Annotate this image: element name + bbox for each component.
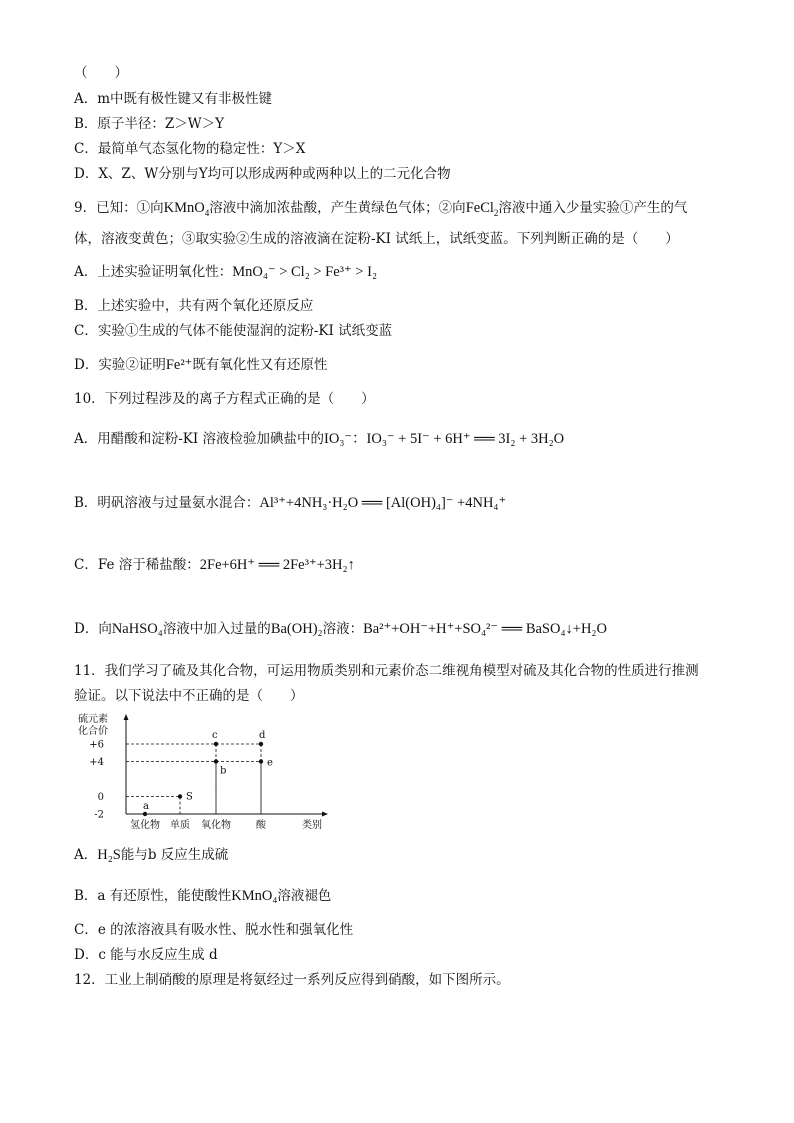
q8-option-a: A．m中既有极性键又有非极性键: [74, 91, 273, 107]
q10-option-a-text: A．用醋酸和淀粉-KI 溶液检验加碘盐中的: [74, 431, 325, 447]
q11-stem-line1: 11．我们学习了硫及其化合物，可运用物质类别和元素价态二维视角模型对硫及其化合物的性质进行推测: [74, 663, 699, 679]
q9-option-c: C．实验①生成的气体不能使湿润的淀粉-KI 试纸变蓝: [74, 323, 393, 339]
q10-option-a-equation: IO₃⁻：IO₃⁻ + 5I⁻ + 6H⁺ ══ 3I₂ + 3H₂O: [324, 431, 565, 447]
q11-option-d: D．c 能与水反应生成 d: [74, 947, 218, 963]
y-tick-label: 0: [97, 792, 104, 803]
point-S: [178, 794, 182, 798]
q10-option-b-text: B．明矾溶液与过量氨水混合：: [74, 495, 260, 511]
x-tick-label: 酸: [256, 820, 266, 831]
q12-stem: 12．工业上制硝酸的原理是将氨经过一系列反应得到硝酸，如下图所示。: [74, 972, 510, 988]
q10-option-c-equation: 2Fe+6H⁺ ══ 2Fe³⁺+3H₂↑: [199, 557, 355, 573]
point-b: [214, 759, 218, 763]
q9-option-a-formula: MnO₄⁻ > Cl₂ > Fe³⁺ > I₂: [232, 264, 377, 280]
q9-stem-line2: 体，溶液变黄色；③取实验②生成的溶液滴在淀粉-KI 试纸上，试纸变蓝。下列判断正确的是（ ）: [74, 231, 679, 247]
q11-stem-line2: 验证。以下说法中不正确的是（ ）: [74, 688, 304, 704]
q10-option-a: [74, 430, 564, 448]
h2s-formula: H₂S: [97, 847, 121, 863]
point-label-a: a: [143, 801, 149, 812]
point-a: [143, 812, 147, 816]
x-tick-label: 氧化物: [201, 820, 231, 831]
point-c: [214, 742, 218, 746]
y-axis-label: 化合价: [78, 726, 108, 737]
q10-option-d: [74, 620, 607, 638]
point-e: [259, 759, 263, 763]
q10-option-d-equation: Ba²⁺+OH⁻+H⁺+SO₄²⁻ ══ BaSO₄↓+H₂O: [363, 621, 607, 637]
q9-stem-part3: 溶液中通入少量实验①产生的气: [498, 200, 688, 216]
point-label-b: b: [220, 765, 227, 777]
q11-option-a: [74, 846, 228, 864]
q9-option-d: [74, 356, 327, 374]
point-d: [259, 742, 263, 746]
q10-option-d-text3: 溶液：: [322, 621, 364, 637]
point-label-c: c: [212, 730, 218, 741]
q9-stem-part1: 9．已知：①向: [74, 200, 164, 216]
q10-option-d-text2: 溶液中加入过量的: [162, 621, 271, 637]
x-tick-label: 氢化物: [130, 820, 160, 831]
q9-option-a: [74, 263, 377, 281]
q10-option-d-text: D．向: [74, 621, 112, 637]
q9-option-d-text: D．实验②证明: [74, 357, 166, 373]
q10-option-c-text: C．Fe 溶于稀盐酸：: [74, 557, 200, 573]
y-tick-label: +4: [89, 757, 104, 768]
nahso4-formula: NaHSO₄: [111, 621, 163, 637]
q11-option-b: [74, 887, 331, 905]
q9-option-b: B．上述实验中，共有两个氧化还原反应: [74, 298, 314, 314]
y-tick-label: +6: [89, 739, 104, 751]
baoh2-formula: Ba(OH)₂: [270, 621, 323, 637]
point-label-S: S: [186, 791, 193, 803]
q10-option-b-equation: Al³⁺+4NH₃·H₂O ══ [Al(OH)₄]⁻ +4NH₄⁺: [259, 495, 507, 511]
fe2-ion: Fe²⁺: [165, 357, 193, 373]
q9-option-a-text: A．上述实验证明氧化性：: [74, 264, 233, 280]
q8-paren: （ ）: [74, 65, 128, 81]
q9-stem-line1: [74, 199, 687, 217]
q10-option-b: [74, 494, 506, 512]
q9-stem-part2: 溶液中滴加浓盐酸，产生黄绿色气体；②向: [209, 200, 466, 216]
q11-option-b-text2: 溶液褪色: [277, 888, 332, 904]
fecl2-formula: FeCl$_2$: [465, 200, 499, 218]
x-tick-label: 单质: [170, 820, 190, 831]
kmno4-formula: KMnO$_4$: [163, 200, 210, 218]
point-label-d: d: [259, 730, 266, 741]
x-axis-label: 类别: [302, 820, 322, 831]
q8-option-c: C．最简单气态氢化物的稳定性：Y＞X: [74, 141, 306, 157]
q8-option-d: D．X、Z、W分别与Y均可以形成两种或两种以上的二元化合物: [74, 166, 451, 182]
y-axis-label: 硫元素: [78, 714, 108, 725]
q11-option-a-text2: 能与b 反应生成硫: [120, 847, 229, 863]
q11-option-a-text: A．: [74, 847, 98, 863]
kmno4-formula-2: KMnO₄: [231, 888, 278, 904]
q11-option-c: C．e 的浓溶液具有吸水性、脱水性和强氧化性: [74, 922, 354, 938]
q9-option-d-text2: 既有氧化性又有还原性: [192, 357, 328, 373]
sulfur-valence-chart: [76, 712, 332, 834]
q11-option-b-text: B．a 有还原性，能使酸性: [74, 888, 232, 904]
point-label-e: e: [267, 757, 273, 769]
q10-option-c: [74, 556, 355, 574]
q10-stem: 10．下列过程涉及的离子方程式正确的是（ ）: [74, 391, 375, 407]
q8-option-b: B．原子半径：Z＞W＞Y: [74, 116, 225, 132]
y-tick-label: -2: [94, 809, 104, 821]
